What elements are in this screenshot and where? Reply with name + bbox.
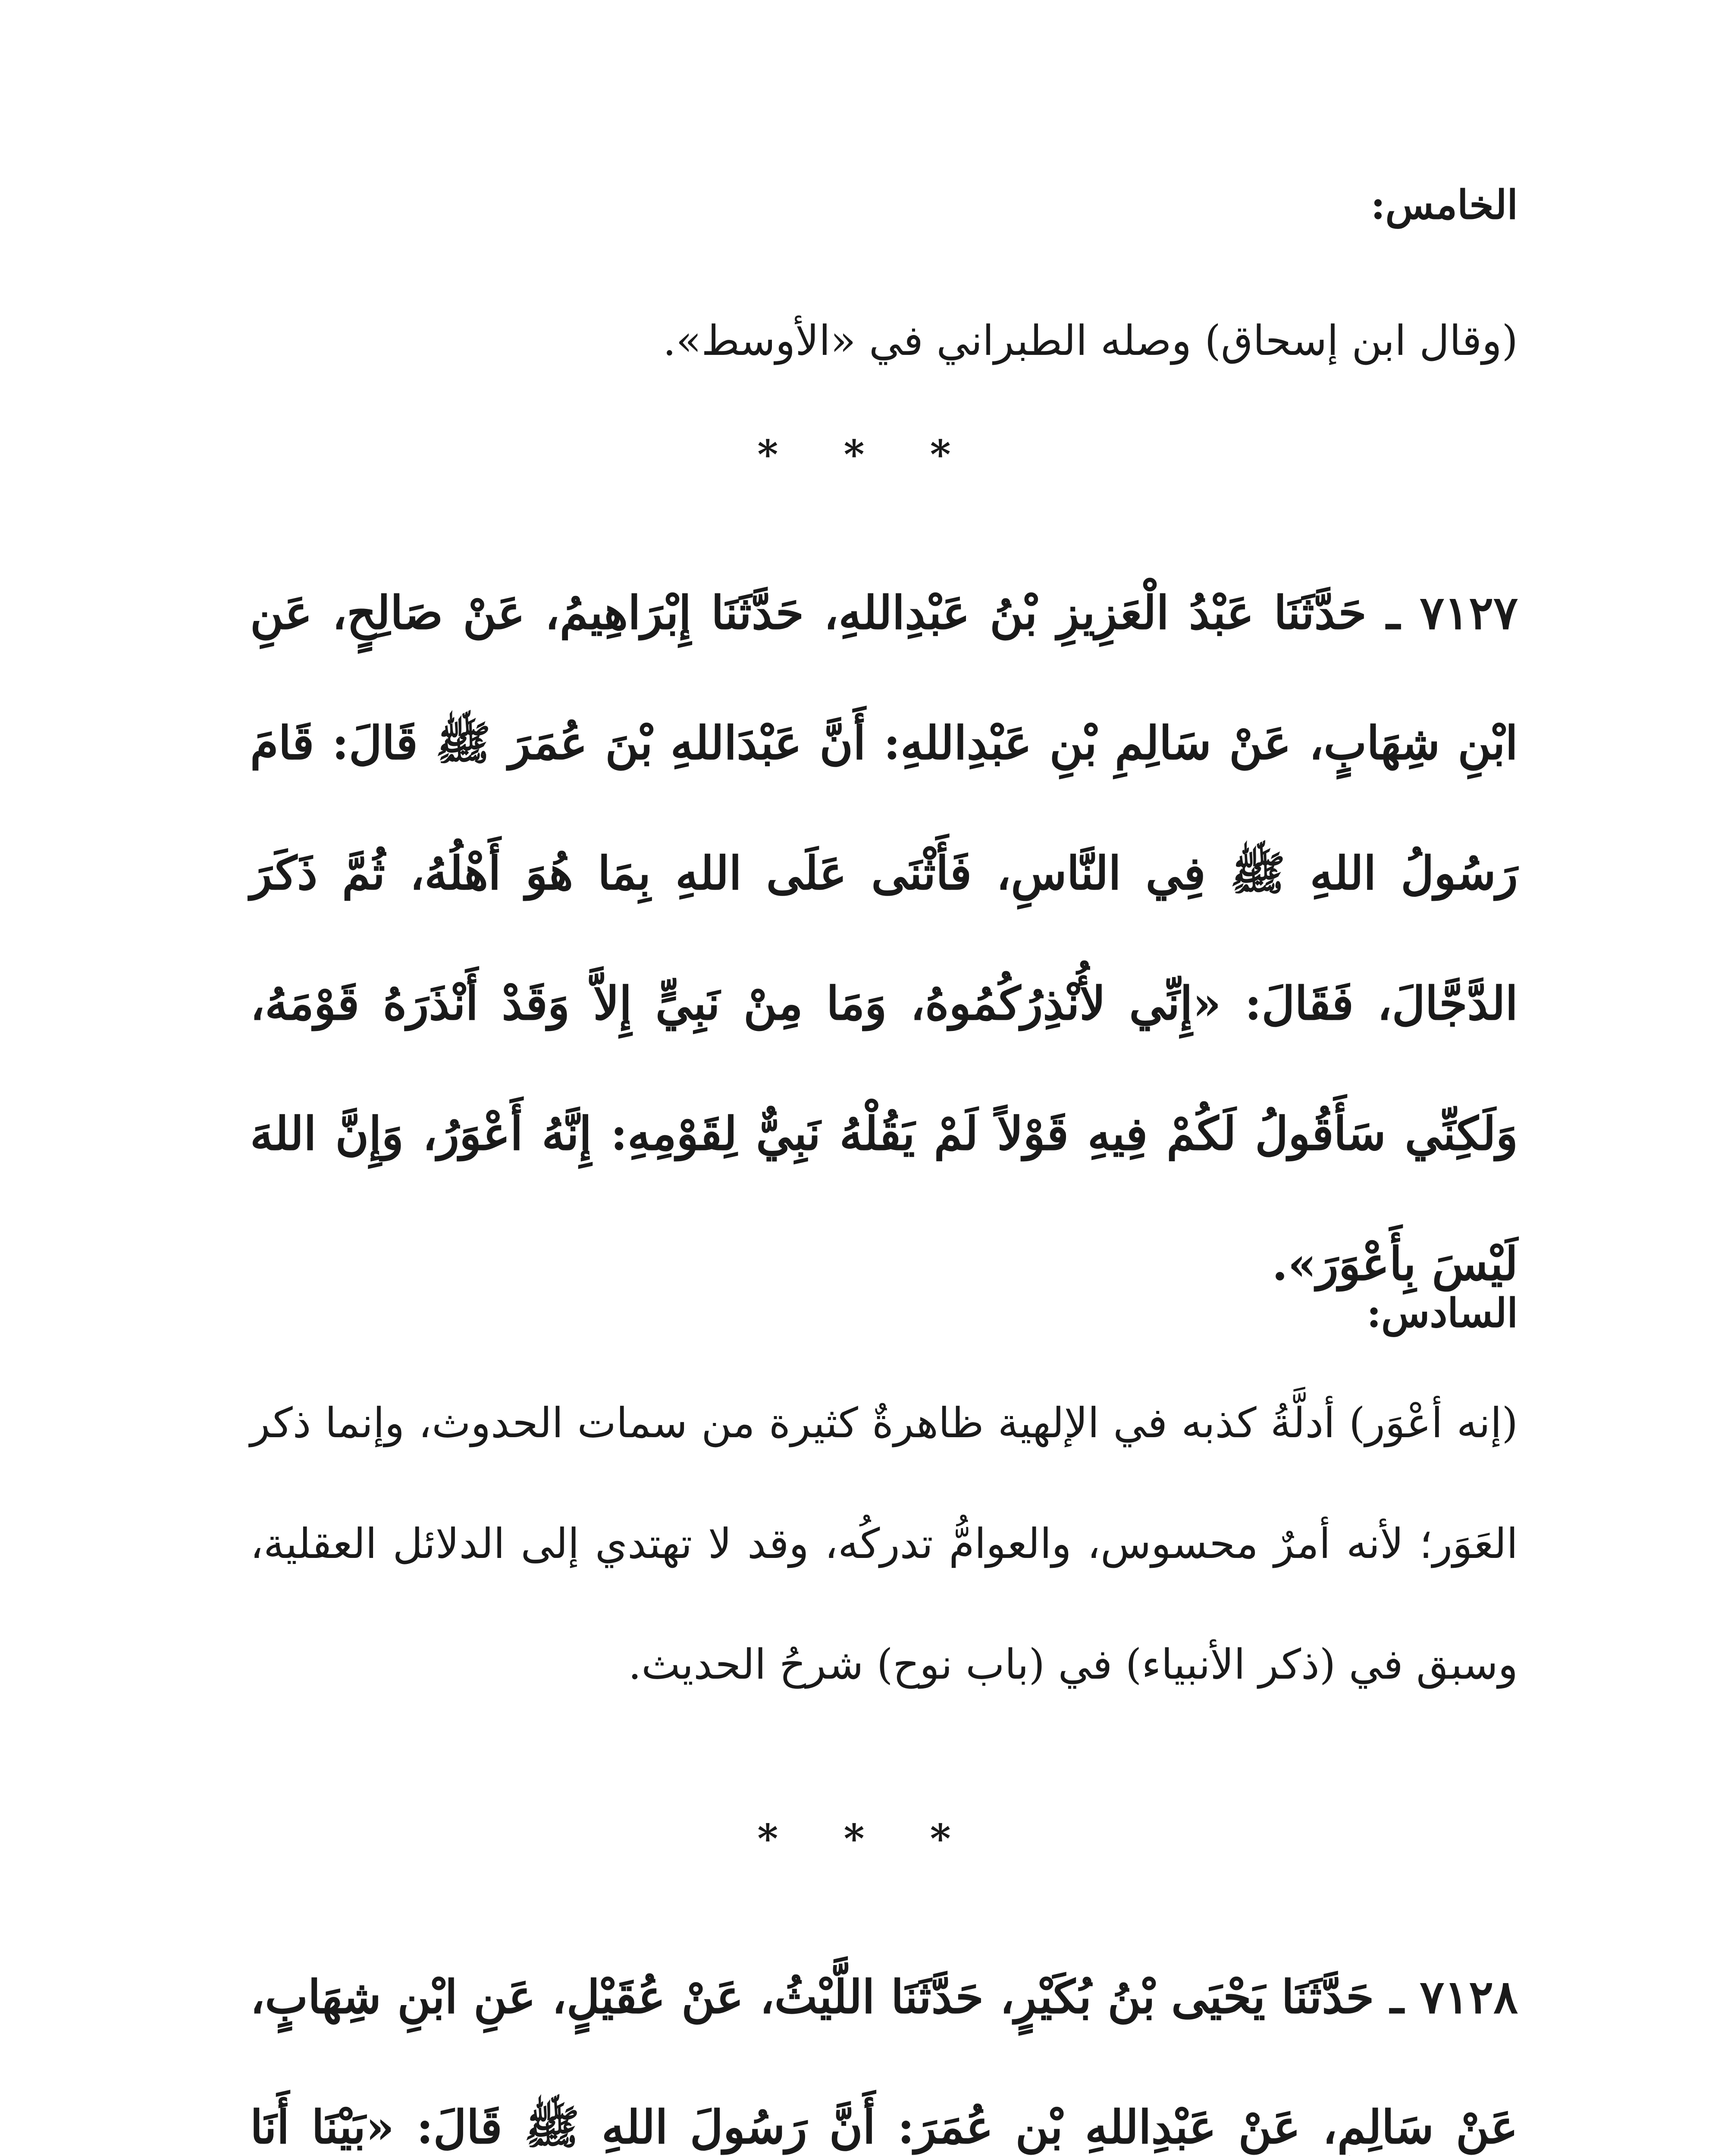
section-five-text: (وقال ابن إسحاق) وصله الطبراني في «الأوسط». [663,317,1518,365]
section-separator-1: * * * [757,431,977,478]
section-six-heading: السادس: [1367,1290,1518,1336]
hadith-7127-text: ٧١٢٧ ـ حَدَّثَنَا عَبْدُ الْعَزِيزِ بْنُ عَبْدِاللهِ، حَدَّثَنَا إِبْرَاهِيمُ، عَنْ صَالِحٍ، عَنِ ابْنِ شِهَابٍ، عَنْ سَالِمِ بْنِ عَبْدِاللهِ: أَنَّ عَبْدَاللهِ بْنَ عُمَرَ ﷺ قَالَ: قَامَ رَسُولُ اللهِ ﷺ فِي النَّاسِ، فَأَثْنَى عَلَى اللهِ بِمَا هُوَ أَهْلُهُ، ثُمَّ ذَكَرَ الدَّجَّالَ، فَقَالَ: «إِنِّي لأُنْذِرُكُمُوهُ، وَمَا مِنْ نَبِيٍّ إِلاَّ وَقَدْ أَنْذَرَهُ قَوْمَهُ، وَلَكِنِّي سَأَقُولُ لَكُمْ فِيهِ قَوْلاً لَمْ يَقُلْهُ نَبِيٌّ لِقَوْمِهِ: إِنَّهُ أَعْوَرُ، وَإِنَّ اللهَ لَيْسَ بِأَعْوَرَ». [250,586,1518,1291]
hadith-7128-text: ٧١٢٨ ـ حَدَّثَنَا يَحْيَى بْنُ بُكَيْرٍ، حَدَّثَنَا اللَّيْثُ، عَنْ عُقَيْلٍ، عَنِ ابْنِ شِهَابٍ، عَنْ سَالِمٍ، عَنْ عَبْدِاللهِ بْنِ عُمَرَ: أَنَّ رَسُولَ اللهِ ﷺ قَالَ: «بَيْنَا أَنَا [250,1970,1518,2154]
section-five-heading: الخامس: [1370,182,1518,228]
section-separator-2: * * * [757,1815,977,1862]
section-six-text: (إنه أعْوَر) أدلَّةُ كذبه في الإلهية ظاهرةٌ كثيرة من سمات الحدوث، وإنما ذكر العَوَر؛ لأنه أمرٌ محسوس، والعوامُّ تدركُه، وقد لا تهتدي إلى الدلائل العقلية، وسبق في (ذكر الأنبياء) في (باب نوح) شرحُ الحديث. [250,1399,1518,1689]
